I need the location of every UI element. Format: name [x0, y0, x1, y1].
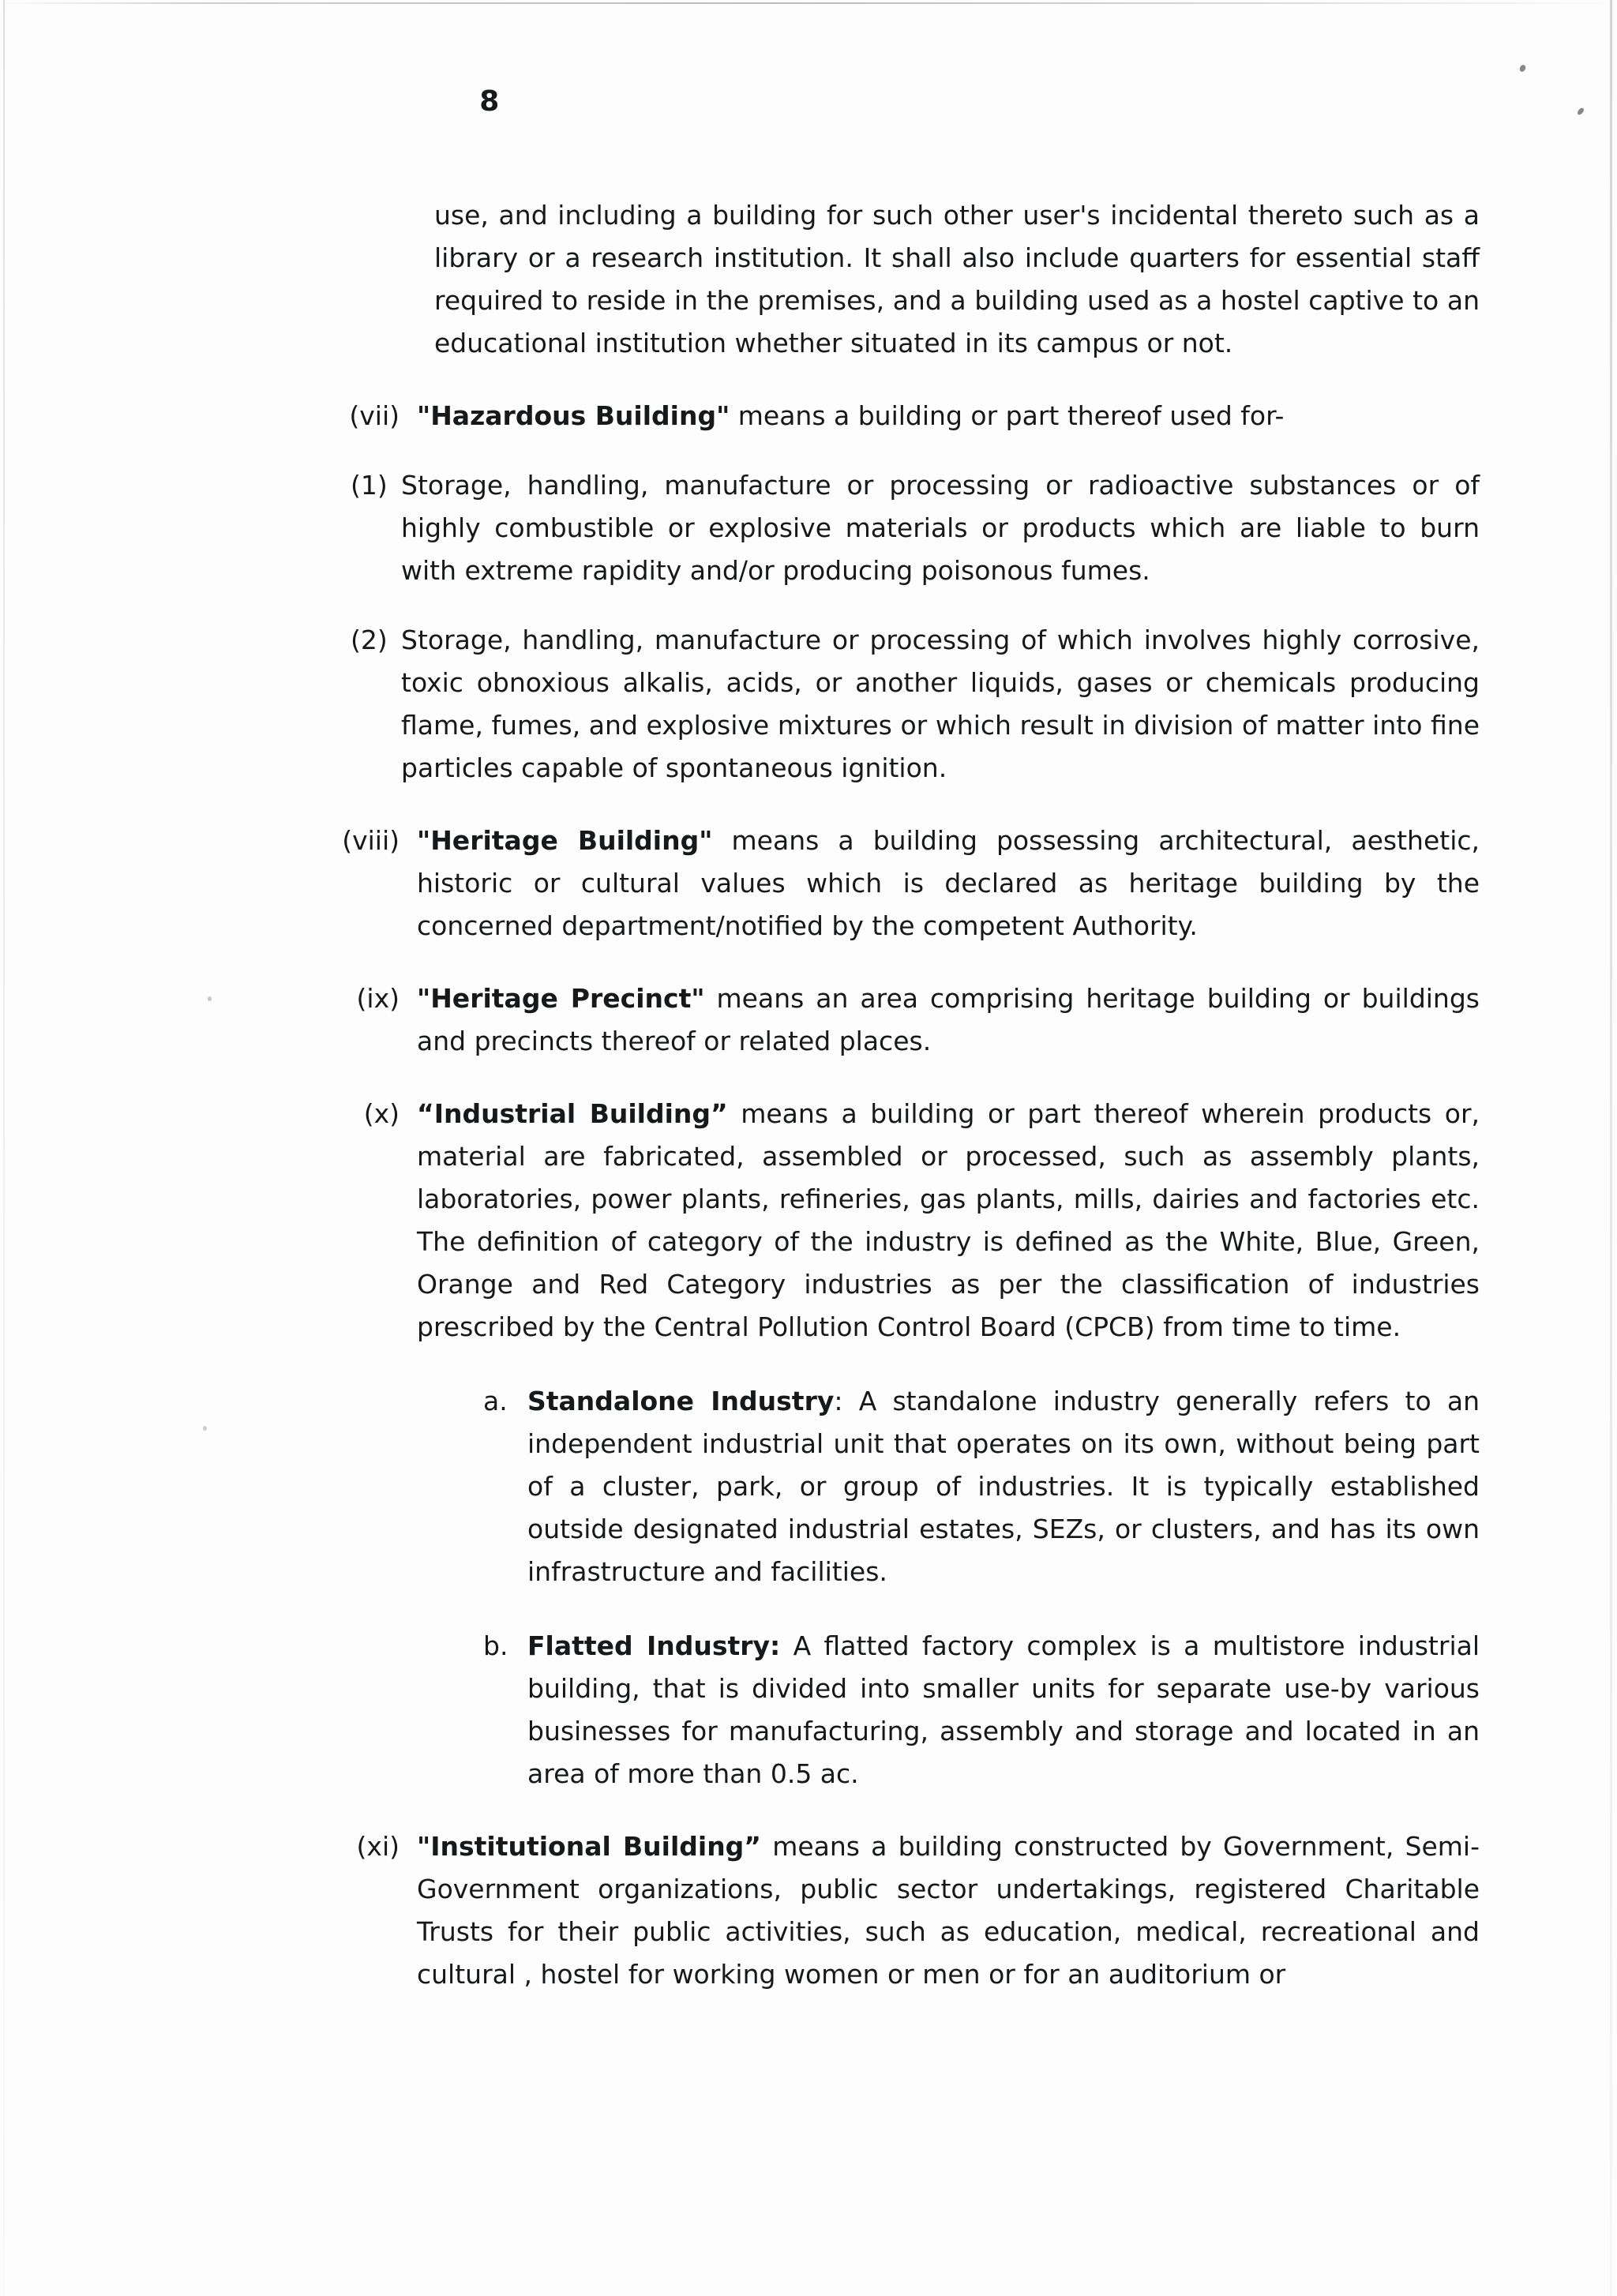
- definition-text: means a building possessing architectural, aesthetic, historic or cultural values which is declared as heritage building by the concerned department/notified by the competent Authority.: [417, 825, 1480, 941]
- clause-xi: [319, 1825, 1480, 1996]
- clause-text: [417, 977, 1480, 1063]
- scan-edge-right: [1610, 0, 1612, 2296]
- subclause-body: [527, 1625, 1480, 1795]
- subclause-x-a: [483, 1380, 1480, 1593]
- scan-edge-left: [3, 0, 5, 2296]
- defined-term: "Hazardous Building": [417, 400, 730, 431]
- clause-text: [417, 1825, 1480, 1996]
- clause-marker: (ix): [356, 983, 400, 1014]
- definition-text: : A standalone industry generally refers to an independent industrial unit that operates on its own, without being part of a cluster, park, or group of industries. It is typically established outside designated industrial estates, SEZs, or clusters, and has its own infrastructure and facilities.: [527, 1386, 1480, 1587]
- clause-text: [417, 820, 1480, 947]
- defined-term: "Institutional Building”: [417, 1831, 761, 1862]
- subclause-body: [527, 1380, 1480, 1593]
- clause-marker: (vii): [349, 400, 400, 431]
- subclause-marker: (1): [351, 470, 388, 501]
- clause-text: [417, 395, 1480, 437]
- clause-body: [417, 820, 1480, 947]
- defined-term: Standalone Industry: [527, 1386, 835, 1416]
- subclause-body: [401, 464, 1480, 592]
- subclause-body: [401, 619, 1480, 790]
- subclause-text: Storage, handling, manufacture or processing of which involves highly corrosive, toxic obnoxious alkalis, acids, or another liquids, gases or chemicals producing flame, fumes, and explosive mixtures or which result in division of matter into fine particles capable of spontaneous ignition.: [401, 625, 1480, 783]
- scan-speck: [1576, 107, 1585, 116]
- scan-speck: [203, 1426, 207, 1431]
- subclause-text: [527, 1380, 1480, 1593]
- subclause-marker: (2): [351, 625, 388, 655]
- definition-text: means a building constructed by Government, Semi-Government organizations, public sector undertakings, registered Charitable Trusts for their public activities, such as education, medical, recreational and cultural , hostel for working women or men or for an auditorium or: [417, 1831, 1480, 1990]
- clause-body: [417, 1093, 1480, 1349]
- clause-viii: [319, 820, 1480, 947]
- clause-vii: [319, 395, 1480, 437]
- scan-edge-top: [0, 2, 1617, 4]
- clause-marker: (xi): [356, 1831, 400, 1862]
- subclause-marker: b.: [483, 1630, 508, 1661]
- page-number: 8: [479, 85, 500, 118]
- clause-text: [417, 1093, 1480, 1349]
- clause-body: [417, 1825, 1480, 1996]
- subclause-text: [527, 1625, 1480, 1795]
- definition-text: A flatted factory complex is a multistore industrial building, that is divided into smaller units for separate use-by various businesses for manufacturing, assembly and storage and located in an area of more than 0.5 ac.: [527, 1630, 1480, 1789]
- clause-marker: (x): [363, 1098, 400, 1129]
- clause-ix: [319, 977, 1480, 1063]
- clause-body: [417, 977, 1480, 1063]
- clause-marker: (viii): [342, 825, 400, 856]
- subclause-vii-1: [351, 464, 1480, 592]
- definition-text: means an area comprising heritage building or buildings and precincts thereof or related places.: [417, 983, 1480, 1056]
- scan-speck: [1518, 64, 1526, 73]
- clause-x: [319, 1093, 1480, 1349]
- page-content: [319, 194, 1480, 1996]
- scan-speck: [208, 996, 212, 1001]
- defined-term: Flatted Industry:: [527, 1630, 781, 1661]
- subclause-x-b: [483, 1625, 1480, 1795]
- clause-body: [417, 395, 1480, 437]
- subclause-text: Storage, handling, manufacture or processing or radioactive substances or of highly combustible or explosive materials or products which are liable to burn with extreme rapidity and/or producing poisonous fumes.: [401, 470, 1480, 586]
- defined-term: "Heritage Precinct": [417, 983, 705, 1014]
- lead-paragraph: use, and including a building for such other user's incidental thereto such as a library or a research institution. It shall also include quarters for essential staff required to reside in the premises, and a building used as a hostel captive to an educational institution whether situated in its campus or not.: [434, 200, 1480, 358]
- subclause-marker: a.: [483, 1386, 508, 1416]
- definition-text: means a building or part thereof wherein products or, material are fabricated, assembled or processed, such as assembly plants, laboratories, power plants, refineries, gas plants, mills, dairies and factories etc. The definition of category of the industry is defined as the White, Blue, Green, Orange and Red Category industries as per the classification of industries prescribed by the Central Pollution Control Board (CPCB) from time to time.: [417, 1098, 1480, 1342]
- defined-term: “Industrial Building”: [417, 1098, 728, 1129]
- definition-text: means a building or part thereof used for-: [730, 400, 1285, 431]
- subclause-vii-2: [351, 619, 1480, 790]
- defined-term: "Heritage Building": [417, 825, 713, 856]
